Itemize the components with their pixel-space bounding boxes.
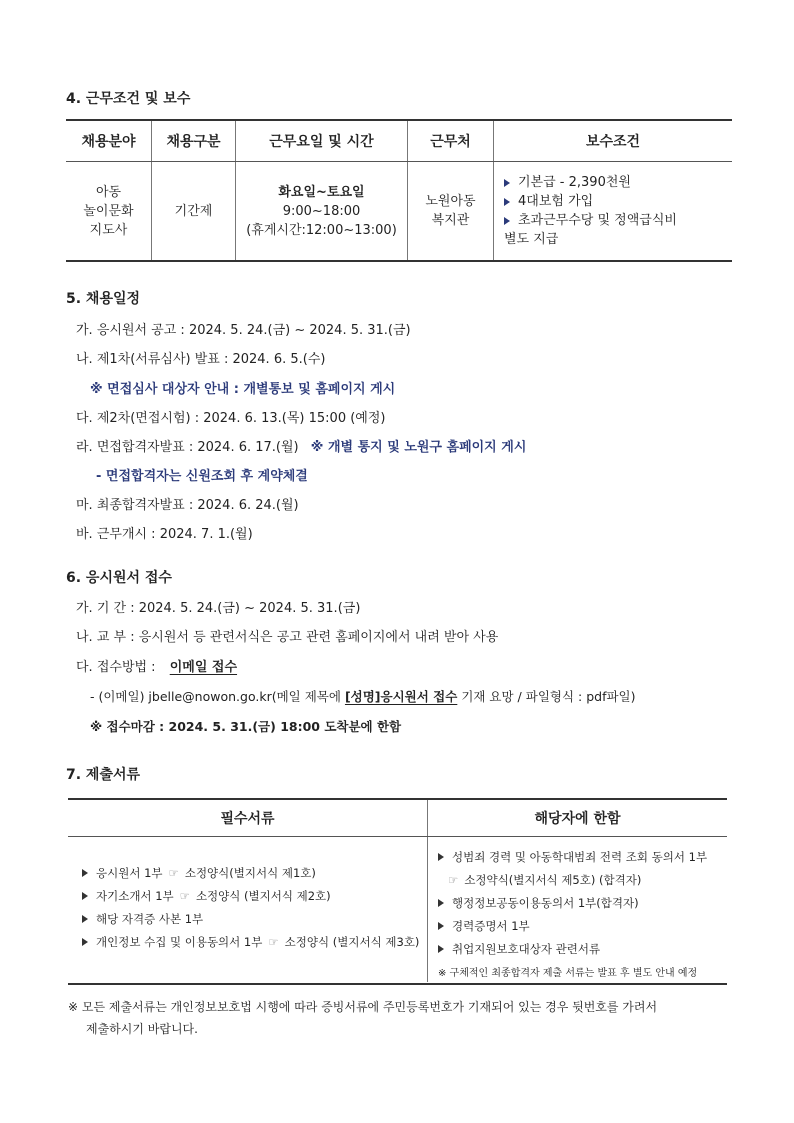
list-item: 취업지원보호대상자 관련서류 [438, 937, 727, 960]
triangle-bullet-icon [504, 198, 510, 206]
triangle-bullet-icon [82, 869, 88, 877]
triangle-bullet-icon [82, 915, 88, 923]
schedule-ra: 라. 면접합격자발표 : 2024. 6. 17.(월) ※ 개별 통지 및 노원구 홈페이지 게시 [76, 440, 527, 455]
list-item-continued: ☞ 소정약식(별지서식 제5호) (합격자) [448, 872, 642, 887]
triangle-bullet-icon [504, 179, 510, 187]
header-schedule: 근무요일 및 시간 [236, 121, 408, 161]
email-instruction: - (이메일) jbelle@nowon.go.kr(메일 제목에 [성명]응시원서 접수 기재 요망 / 파일형식 : pdf파일) [90, 689, 636, 704]
schedule-ra-note: ※ 개별 통지 및 노원구 홈페이지 게시 [310, 440, 527, 455]
cell-place: 노원아동 복지관 [408, 162, 494, 260]
header-type: 채용구분 [152, 121, 236, 161]
required-docs [68, 837, 428, 982]
receipt-method: 다. 접수방법 : 이메일 접수 [76, 660, 238, 675]
footnote-line-2: 제출하시기 바랍니다. [86, 1022, 198, 1036]
applicable-docs [428, 837, 727, 982]
schedule-ra-sub: - 면접합격자는 신원조회 후 계약체결 [96, 469, 308, 484]
table-row [66, 162, 732, 260]
documents-table [68, 798, 727, 985]
triangle-bullet-icon [438, 945, 444, 953]
triangle-bullet-icon [438, 899, 444, 907]
list-item: 자기소개서 1부 ☞ 소정양식 (별지서식 제2호) [82, 884, 427, 907]
schedule-ba: 바. 근무개시 : 2024. 7. 1.(월) [76, 527, 253, 542]
pointing-hand-icon: ☞ [268, 934, 279, 949]
cell-schedule [236, 162, 408, 260]
schedule-na: 나. 제1차(서류심사) 발표 : 2024. 6. 5.(수) [76, 352, 326, 367]
cell-field: 아동 놀이문화 지도사 [66, 162, 152, 260]
pay-continued: 별도 지급 [504, 232, 559, 247]
schedule-ga: 가. 응시원서 공고 : 2024. 5. 24.(금) ~ 2024. 5. 31.(금) [76, 323, 411, 338]
documents-note: ※ 구체적인 최종합격자 제출 서류는 발표 후 별도 안내 예정 [438, 968, 698, 979]
list-item: 4대보험 가입 [504, 192, 593, 211]
pointing-hand-icon: ☞ [448, 872, 459, 887]
footnote [68, 996, 728, 1040]
list-item: 행정정보공동이용동의서 1부(합격자) [438, 891, 727, 914]
triangle-bullet-icon [82, 892, 88, 900]
list-item: 해당 자격증 사본 1부 [82, 907, 427, 930]
cell-pay [494, 162, 732, 260]
table-header-row [68, 800, 727, 837]
table-header-row [66, 121, 732, 162]
list-item: 경력증명서 1부 [438, 914, 727, 937]
pointing-hand-icon: ☞ [179, 888, 190, 903]
section-6-title: 6. 응시원서 접수 [66, 570, 172, 586]
break-time: (휴게시간:12:00~13:00) [246, 222, 397, 238]
section-4-title: 4. 근무조건 및 보수 [66, 91, 191, 107]
table-body [68, 837, 727, 982]
section-5-title: 5. 채용일정 [66, 291, 141, 307]
receipt-method-value: 이메일 접수 [169, 660, 238, 675]
receipt-period: 가. 기 간 : 2024. 5. 24.(금) ~ 2024. 5. 31.(금) [76, 601, 361, 616]
work-hours: 9:00~18:00 [282, 203, 361, 219]
pointing-hand-icon: ☞ [168, 865, 179, 880]
triangle-bullet-icon [438, 922, 444, 930]
triangle-bullet-icon [438, 853, 444, 861]
section-7-title: 7. 제출서류 [66, 767, 141, 783]
list-item: 기본급 - 2,390천원 [504, 173, 631, 192]
triangle-bullet-icon [504, 217, 510, 225]
receipt-forms: 나. 교 부 : 응시원서 등 관련서식은 공고 관련 홈페이지에서 내려 받아 사용 [76, 630, 499, 645]
schedule-ma: 마. 최종합격자발표 : 2024. 6. 24.(월) [76, 498, 299, 513]
email-subject-format: [성명]응시원서 접수 [344, 689, 458, 704]
schedule-da: 다. 제2차(면접시험) : 2024. 6. 13.(목) 15:00 (예정) [76, 411, 386, 426]
header-applicable: 해당자에 한함 [534, 811, 621, 827]
header-place: 근무처 [408, 121, 494, 161]
list-item: 초과근무수당 및 정액급식비 [504, 211, 677, 230]
header-field: 채용분야 [66, 121, 152, 161]
footnote-line-1: ※ 모든 제출서류는 개인정보보호법 시행에 따라 증빙서류에 주민등록번호가 기재되어 있는 경우 뒷번호를 가려서 [68, 1000, 658, 1014]
schedule-note-interview: ※ 면접심사 대상자 안내 : 개별통보 및 홈페이지 게시 [90, 382, 396, 397]
work-conditions-table [66, 119, 732, 262]
cell-type: 기간제 [152, 162, 236, 260]
list-item: 개인정보 수집 및 이용동의서 1부 ☞ 소정양식 (별지서식 제3호) [82, 930, 427, 953]
receipt-deadline: ※ 접수마감 : 2024. 5. 31.(금) 18:00 도착분에 한함 [90, 719, 402, 734]
triangle-bullet-icon [82, 938, 88, 946]
list-item: 성범죄 경력 및 아동학대범죄 전력 조회 동의서 1부 [438, 845, 727, 868]
list-item: 응시원서 1부 ☞ 소정양식(별지서식 제1호) [82, 861, 427, 884]
work-days: 화요일~토요일 [278, 184, 365, 200]
header-pay: 보수조건 [585, 134, 641, 150]
header-required: 필수서류 [68, 800, 428, 836]
